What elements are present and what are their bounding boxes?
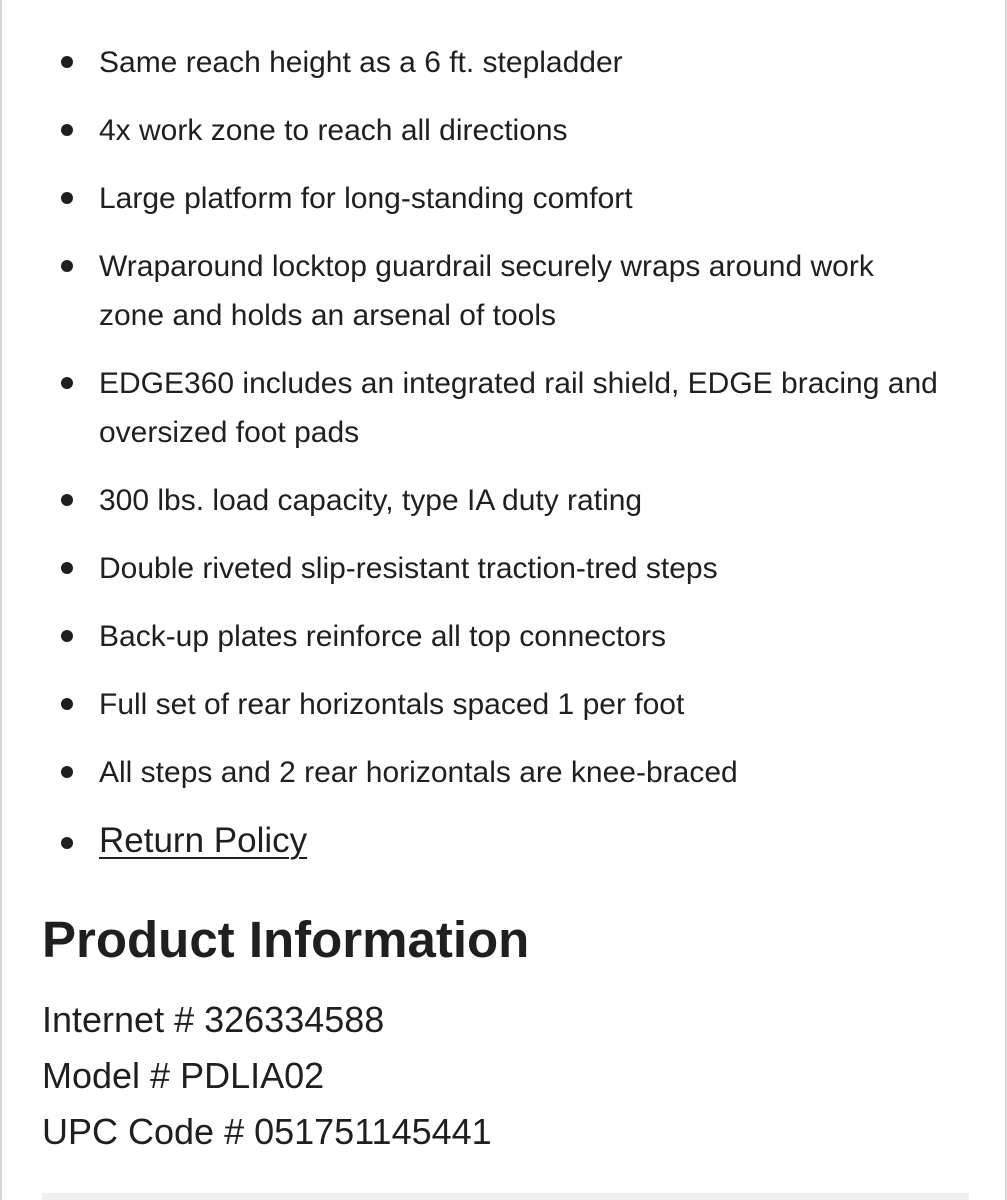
bullet-icon [61, 837, 73, 849]
bullet-icon [61, 260, 73, 272]
feature-text: 300 lbs. load capacity, type IA duty rating [99, 484, 643, 517]
feature-item [42, 106, 942, 155]
feature-item [42, 242, 942, 340]
bullet-icon [61, 56, 73, 68]
bullet-icon [61, 698, 73, 710]
return-policy-link[interactable]: Return Policy [99, 821, 308, 860]
feature-item [42, 476, 942, 525]
feature-text: Full set of rear horizontals spaced 1 per foot [99, 688, 685, 721]
bullet-icon [61, 630, 73, 642]
feature-item [42, 38, 942, 87]
feature-text: EDGE360 includes an integrated rail shield, EDGE bracing and oversized foot pads [99, 367, 938, 449]
product-information-block [42, 992, 942, 1160]
model-number: Model # PDLIA02 [42, 1055, 325, 1096]
feature-text: Same reach height as a 6 ft. stepladder [99, 46, 623, 79]
feature-item [42, 544, 942, 593]
bottom-divider [42, 1193, 969, 1200]
feature-item [42, 359, 942, 457]
feature-text: All steps and 2 rear horizontals are knee-braced [99, 756, 738, 789]
return-policy-item [42, 816, 942, 865]
feature-item [42, 680, 942, 729]
feature-item [42, 612, 942, 661]
feature-text: Back-up plates reinforce all top connectors [99, 620, 666, 653]
feature-text: Large platform for long-standing comfort [99, 182, 633, 215]
internet-number: Internet # 326334588 [42, 999, 385, 1040]
feature-item [42, 174, 942, 223]
feature-text: 4x work zone to reach all directions [99, 114, 568, 147]
bullet-icon [61, 494, 73, 506]
bullet-icon [61, 766, 73, 778]
feature-text: Wraparound locktop guardrail securely wraps around work zone and holds an arsenal of tools [99, 250, 874, 332]
feature-list [42, 38, 942, 884]
bullet-icon [61, 377, 73, 389]
upc-code: UPC Code # 051751145441 [42, 1111, 492, 1152]
bullet-icon [61, 192, 73, 204]
bullet-icon [61, 124, 73, 136]
feature-item [42, 748, 942, 797]
product-information-title: Product Information [42, 911, 530, 968]
bullet-icon [61, 562, 73, 574]
feature-text: Double riveted slip-resistant traction-tred steps [99, 552, 718, 585]
